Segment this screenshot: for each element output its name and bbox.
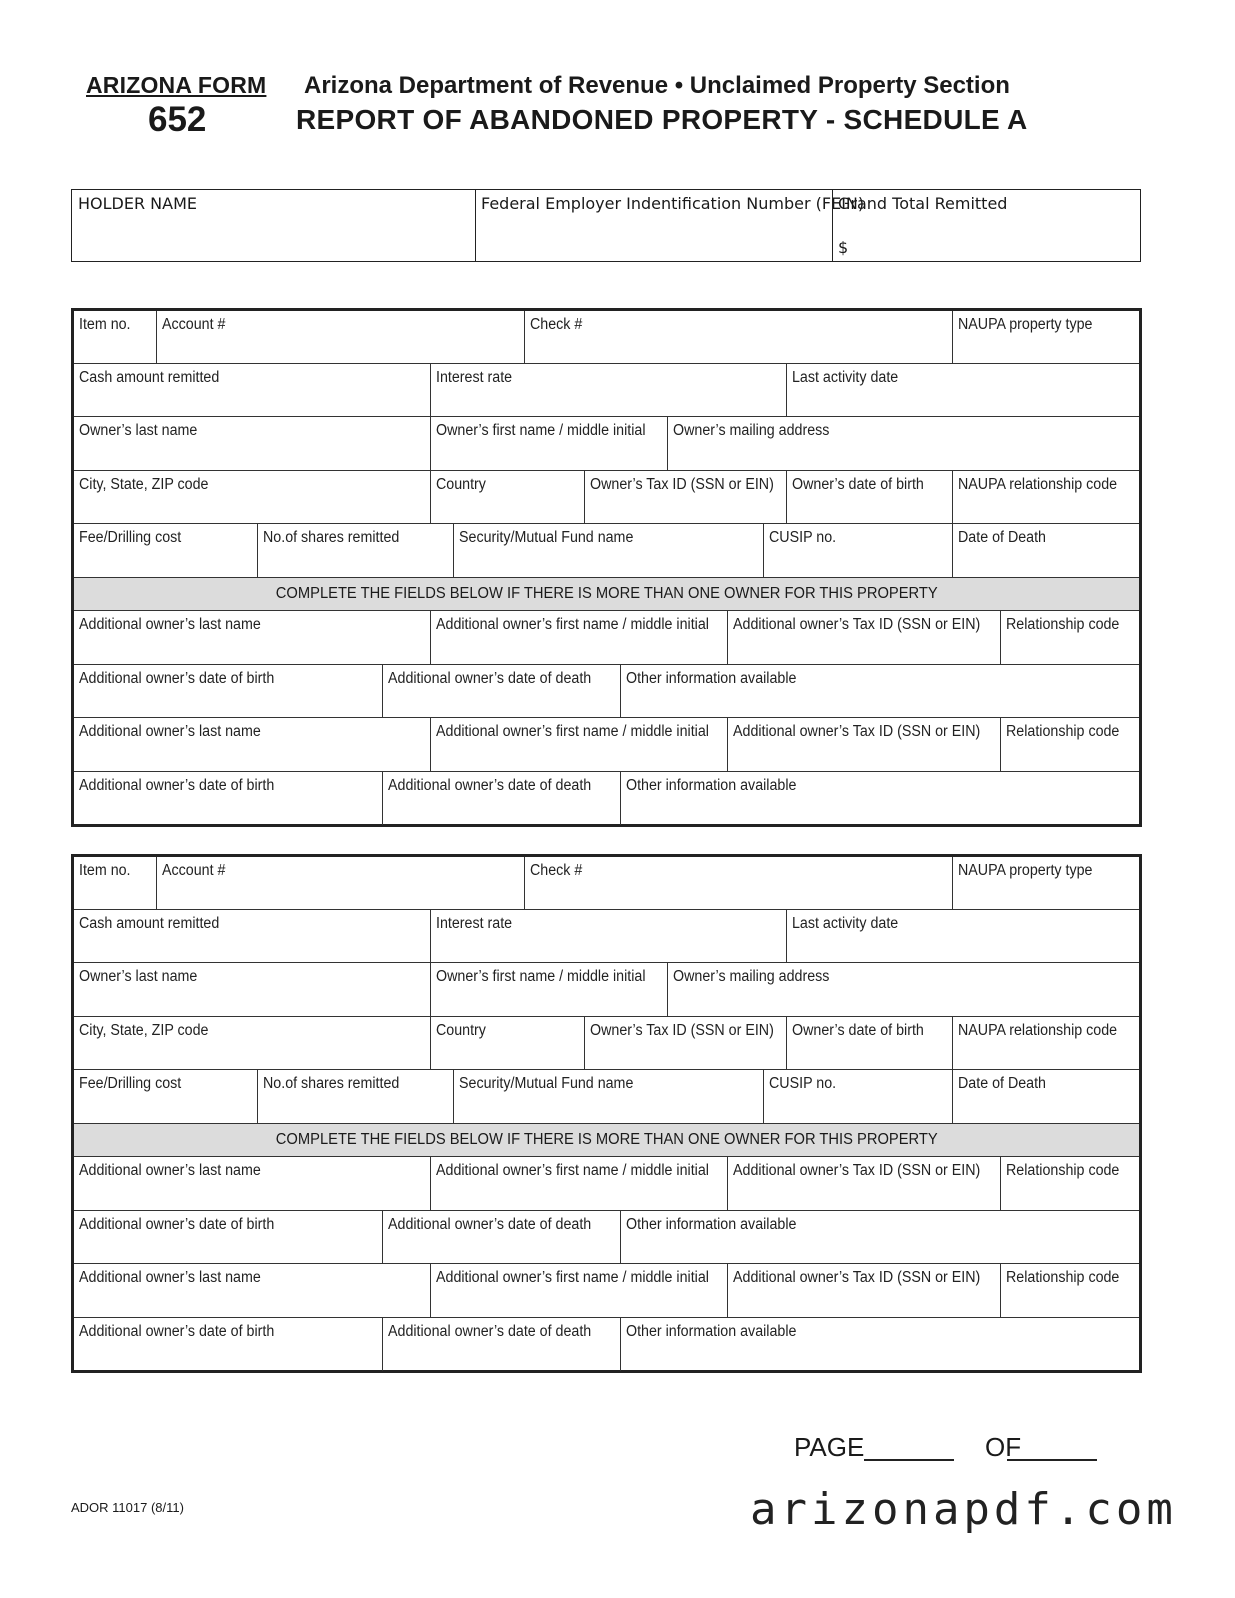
form-number: 652 bbox=[148, 100, 207, 139]
additional-owner-last-name-field-label: Additional owner’s last name bbox=[79, 1269, 261, 1286]
fee-drilling-cost-field-label: Fee/Drilling cost bbox=[79, 1075, 182, 1092]
cusip-field-label: CUSIP no. bbox=[769, 1075, 837, 1092]
additional-owner-last-name-field-label: Additional owner’s last name bbox=[79, 616, 261, 633]
additional-owner-dob-field-label: Additional owner’s date of birth bbox=[79, 1216, 275, 1233]
form-row bbox=[74, 718, 1139, 772]
property-item-section bbox=[71, 308, 1142, 827]
form-row bbox=[74, 857, 1139, 910]
relationship-code-field-label: Relationship code bbox=[1006, 723, 1120, 740]
owner-last-name-field-label: Owner’s last name bbox=[79, 422, 198, 439]
other-information-field-label: Other information available bbox=[626, 1323, 797, 1340]
owner-first-name-field-label: Owner’s first name / middle initial bbox=[436, 422, 646, 439]
additional-owners-banner bbox=[74, 578, 1139, 611]
fee-drilling-cost-field[interactable] bbox=[74, 1070, 258, 1123]
additional-owner-first-name-field-label: Additional owner’s first name / middle initial bbox=[436, 1162, 709, 1179]
additional-owner-tax-id-field-label: Additional owner’s Tax ID (SSN or EIN) bbox=[733, 1162, 981, 1179]
form-row bbox=[74, 1264, 1139, 1318]
shares-remitted-field[interactable] bbox=[258, 524, 454, 577]
additional-owner-dob-field[interactable] bbox=[74, 772, 383, 825]
page-title: REPORT OF ABANDONED PROPERTY - SCHEDULE A bbox=[296, 104, 1028, 135]
owner-tax-id-field[interactable] bbox=[585, 471, 787, 523]
security-fund-name-field-label: Security/Mutual Fund name bbox=[459, 529, 634, 546]
owner-last-name-field[interactable] bbox=[74, 417, 431, 470]
additional-owner-tax-id-field[interactable] bbox=[728, 718, 1001, 771]
form-label: ARIZONA FORM bbox=[86, 72, 267, 98]
relationship-code-field[interactable] bbox=[1001, 611, 1139, 664]
item-no-field-label: Item no. bbox=[79, 316, 131, 333]
owner-last-name-field[interactable] bbox=[74, 963, 431, 1016]
form-row bbox=[74, 910, 1139, 963]
form-row bbox=[74, 963, 1139, 1017]
naupa-relationship-code-field[interactable] bbox=[953, 471, 1139, 523]
item-no-field[interactable] bbox=[74, 857, 157, 909]
form-row bbox=[74, 364, 1139, 417]
form-row bbox=[74, 665, 1139, 718]
additional-owner-last-name-field[interactable] bbox=[74, 1157, 431, 1210]
country-field[interactable] bbox=[431, 1017, 585, 1069]
additional-owner-dob-field[interactable] bbox=[74, 1318, 383, 1371]
department-heading: Arizona Department of Revenue • Unclaimed Property Section bbox=[304, 72, 1010, 99]
form-row bbox=[74, 417, 1139, 471]
additional-owner-date-of-death-field-label: Additional owner’s date of death bbox=[388, 777, 592, 794]
additional-owner-date-of-death-field-label: Additional owner’s date of death bbox=[388, 1216, 592, 1233]
country-field[interactable] bbox=[431, 471, 585, 523]
cusip-field[interactable] bbox=[764, 524, 953, 577]
fee-drilling-cost-field-label: Fee/Drilling cost bbox=[79, 529, 182, 546]
cash-amount-field-label: Cash amount remitted bbox=[79, 369, 220, 386]
security-fund-name-field-label: Security/Mutual Fund name bbox=[459, 1075, 634, 1092]
owner-last-name-field-label: Owner’s last name bbox=[79, 968, 198, 985]
additional-owner-last-name-field-label: Additional owner’s last name bbox=[79, 1162, 261, 1179]
relationship-code-field[interactable] bbox=[1001, 1264, 1139, 1317]
of-label: OF bbox=[985, 1432, 1022, 1462]
form-row bbox=[74, 1017, 1139, 1070]
banner-text: COMPLETE THE FIELDS BELOW IF THERE IS MORE THAN ONE OWNER FOR THIS PROPERTY bbox=[275, 585, 938, 602]
interest-rate-field-label: Interest rate bbox=[436, 369, 513, 386]
naupa-property-type-field[interactable] bbox=[953, 311, 1139, 363]
additional-owner-first-name-field[interactable] bbox=[431, 1157, 728, 1210]
owner-tax-id-field-label: Owner’s Tax ID (SSN or EIN) bbox=[590, 476, 774, 493]
additional-owner-first-name-field[interactable] bbox=[431, 611, 728, 664]
shares-remitted-field-label: No.of shares remitted bbox=[263, 529, 400, 546]
additional-owners-banner bbox=[74, 1124, 1139, 1157]
cusip-field-label: CUSIP no. bbox=[769, 529, 837, 546]
owner-dob-field[interactable] bbox=[787, 1017, 953, 1069]
naupa-property-type-field[interactable] bbox=[953, 857, 1139, 909]
banner-text: COMPLETE THE FIELDS BELOW IF THERE IS MORE THAN ONE OWNER FOR THIS PROPERTY bbox=[275, 1131, 938, 1148]
form-row bbox=[74, 1211, 1139, 1264]
cusip-field[interactable] bbox=[764, 1070, 953, 1123]
other-information-field[interactable] bbox=[621, 1211, 1139, 1263]
form-row bbox=[74, 611, 1139, 665]
additional-owner-tax-id-field[interactable] bbox=[728, 1264, 1001, 1317]
additional-owner-last-name-field[interactable] bbox=[74, 611, 431, 664]
watermark: arizonapdf.com bbox=[750, 1484, 1177, 1535]
form-row bbox=[74, 311, 1139, 364]
page-number-line[interactable] bbox=[864, 1459, 954, 1461]
cash-amount-field[interactable] bbox=[74, 910, 431, 962]
date-of-death-field-label: Date of Death bbox=[958, 529, 1047, 546]
additional-owner-tax-id-field[interactable] bbox=[728, 1157, 1001, 1210]
additional-owner-tax-id-field-label: Additional owner’s Tax ID (SSN or EIN) bbox=[733, 723, 981, 740]
relationship-code-field-label: Relationship code bbox=[1006, 616, 1120, 633]
additional-owner-date-of-death-field-label: Additional owner’s date of death bbox=[388, 670, 592, 687]
date-of-death-field[interactable] bbox=[953, 1070, 1139, 1123]
interest-rate-field[interactable] bbox=[431, 910, 787, 962]
account-field[interactable] bbox=[157, 857, 525, 909]
additional-owner-date-of-death-field[interactable] bbox=[383, 1211, 621, 1263]
cash-amount-field[interactable] bbox=[74, 364, 431, 416]
shares-remitted-field-label: No.of shares remitted bbox=[263, 1075, 400, 1092]
owner-first-name-field[interactable] bbox=[431, 963, 668, 1016]
interest-rate-field[interactable] bbox=[431, 364, 787, 416]
holder-name-field[interactable]: HOLDER NAME bbox=[78, 194, 197, 213]
form-row bbox=[74, 772, 1139, 825]
form-row bbox=[74, 1070, 1139, 1124]
other-information-field-label: Other information available bbox=[626, 1216, 797, 1233]
account-field-label: Account # bbox=[162, 862, 226, 879]
owner-mailing-address-field[interactable] bbox=[668, 417, 1139, 470]
additional-owner-tax-id-field-label: Additional owner’s Tax ID (SSN or EIN) bbox=[733, 616, 981, 633]
additional-owner-dob-field-label: Additional owner’s date of birth bbox=[79, 670, 275, 687]
account-field[interactable] bbox=[157, 311, 525, 363]
owner-tax-id-field[interactable] bbox=[585, 1017, 787, 1069]
additional-owner-tax-id-field-label: Additional owner’s Tax ID (SSN or EIN) bbox=[733, 1269, 981, 1286]
additional-owner-last-name-field[interactable] bbox=[74, 718, 431, 771]
grand-total-field[interactable]: Grand Total Remitted bbox=[838, 194, 1008, 213]
page-label: PAGE bbox=[794, 1432, 865, 1462]
naupa-relationship-code-field-label: NAUPA relationship code bbox=[958, 476, 1118, 493]
naupa-property-type-field-label: NAUPA property type bbox=[958, 316, 1093, 333]
interest-rate-field-label: Interest rate bbox=[436, 915, 513, 932]
owner-first-name-field[interactable] bbox=[431, 417, 668, 470]
other-information-field[interactable] bbox=[621, 772, 1139, 825]
owner-mailing-address-field-label: Owner’s mailing address bbox=[673, 968, 830, 985]
form-row bbox=[74, 471, 1139, 524]
fee-drilling-cost-field[interactable] bbox=[74, 524, 258, 577]
country-field-label: Country bbox=[436, 1022, 486, 1039]
form-code: ADOR 11017 (8/11) bbox=[71, 1500, 184, 1515]
dollar-sign: $ bbox=[838, 238, 849, 257]
owner-dob-field-label: Owner’s date of birth bbox=[792, 1022, 924, 1039]
additional-owner-date-of-death-field[interactable] bbox=[383, 1318, 621, 1371]
owner-first-name-field-label: Owner’s first name / middle initial bbox=[436, 968, 646, 985]
property-item-section bbox=[71, 854, 1142, 1373]
additional-owner-tax-id-field[interactable] bbox=[728, 611, 1001, 664]
security-fund-name-field[interactable] bbox=[454, 1070, 764, 1123]
check-field-label: Check # bbox=[530, 316, 583, 333]
account-field-label: Account # bbox=[162, 316, 226, 333]
relationship-code-field-label: Relationship code bbox=[1006, 1162, 1120, 1179]
check-field[interactable] bbox=[525, 311, 953, 363]
additional-owner-date-of-death-field[interactable] bbox=[383, 772, 621, 825]
other-information-field-label: Other information available bbox=[626, 777, 797, 794]
naupa-property-type-field-label: NAUPA property type bbox=[958, 862, 1093, 879]
shares-remitted-field[interactable] bbox=[258, 1070, 454, 1123]
form-row bbox=[74, 1157, 1139, 1211]
additional-owner-date-of-death-field[interactable] bbox=[383, 665, 621, 717]
other-information-field-label: Other information available bbox=[626, 670, 797, 687]
check-field-label: Check # bbox=[530, 862, 583, 879]
owner-dob-field-label: Owner’s date of birth bbox=[792, 476, 924, 493]
other-information-field[interactable] bbox=[621, 1318, 1139, 1371]
last-activity-date-field[interactable] bbox=[787, 364, 1139, 416]
form-row bbox=[74, 1318, 1139, 1371]
last-activity-date-field-label: Last activity date bbox=[792, 915, 899, 932]
additional-owner-first-name-field-label: Additional owner’s first name / middle initial bbox=[436, 723, 709, 740]
item-no-field-label: Item no. bbox=[79, 862, 131, 879]
additional-owner-dob-field[interactable] bbox=[74, 1211, 383, 1263]
check-field[interactable] bbox=[525, 857, 953, 909]
form-row bbox=[74, 524, 1139, 578]
cash-amount-field-label: Cash amount remitted bbox=[79, 915, 220, 932]
naupa-relationship-code-field-label: NAUPA relationship code bbox=[958, 1022, 1118, 1039]
holder-info-box bbox=[71, 189, 1141, 262]
additional-owner-date-of-death-field-label: Additional owner’s date of death bbox=[388, 1323, 592, 1340]
last-activity-date-field[interactable] bbox=[787, 910, 1139, 962]
security-fund-name-field[interactable] bbox=[454, 524, 764, 577]
additional-owner-first-name-field[interactable] bbox=[431, 1264, 728, 1317]
additional-owner-last-name-field-label: Additional owner’s last name bbox=[79, 723, 261, 740]
date-of-death-field[interactable] bbox=[953, 524, 1139, 577]
owner-dob-field[interactable] bbox=[787, 471, 953, 523]
owner-tax-id-field-label: Owner’s Tax ID (SSN or EIN) bbox=[590, 1022, 774, 1039]
naupa-relationship-code-field[interactable] bbox=[953, 1017, 1139, 1069]
additional-owner-dob-field-label: Additional owner’s date of birth bbox=[79, 1323, 275, 1340]
owner-mailing-address-field-label: Owner’s mailing address bbox=[673, 422, 830, 439]
city-state-zip-field[interactable] bbox=[74, 1017, 431, 1069]
additional-owner-first-name-field-label: Additional owner’s first name / middle initial bbox=[436, 1269, 709, 1286]
country-field-label: Country bbox=[436, 476, 486, 493]
city-state-zip-field[interactable] bbox=[74, 471, 431, 523]
additional-owner-first-name-field[interactable] bbox=[431, 718, 728, 771]
additional-owner-first-name-field-label: Additional owner’s first name / middle initial bbox=[436, 616, 709, 633]
date-of-death-field-label: Date of Death bbox=[958, 1075, 1047, 1092]
additional-owner-dob-field-label: Additional owner’s date of birth bbox=[79, 777, 275, 794]
city-state-zip-field-label: City, State, ZIP code bbox=[79, 476, 209, 493]
relationship-code-field[interactable] bbox=[1001, 1157, 1139, 1210]
item-no-field[interactable] bbox=[74, 311, 157, 363]
other-information-field[interactable] bbox=[621, 665, 1139, 717]
relationship-code-field-label: Relationship code bbox=[1006, 1269, 1120, 1286]
additional-owner-dob-field[interactable] bbox=[74, 665, 383, 717]
page-total-line[interactable] bbox=[1007, 1459, 1097, 1461]
relationship-code-field[interactable] bbox=[1001, 718, 1139, 771]
owner-mailing-address-field[interactable] bbox=[668, 963, 1139, 1016]
additional-owner-last-name-field[interactable] bbox=[74, 1264, 431, 1317]
fein-field[interactable]: Federal Employer Indentification Number (FEIN) bbox=[481, 194, 865, 213]
city-state-zip-field-label: City, State, ZIP code bbox=[79, 1022, 209, 1039]
last-activity-date-field-label: Last activity date bbox=[792, 369, 899, 386]
